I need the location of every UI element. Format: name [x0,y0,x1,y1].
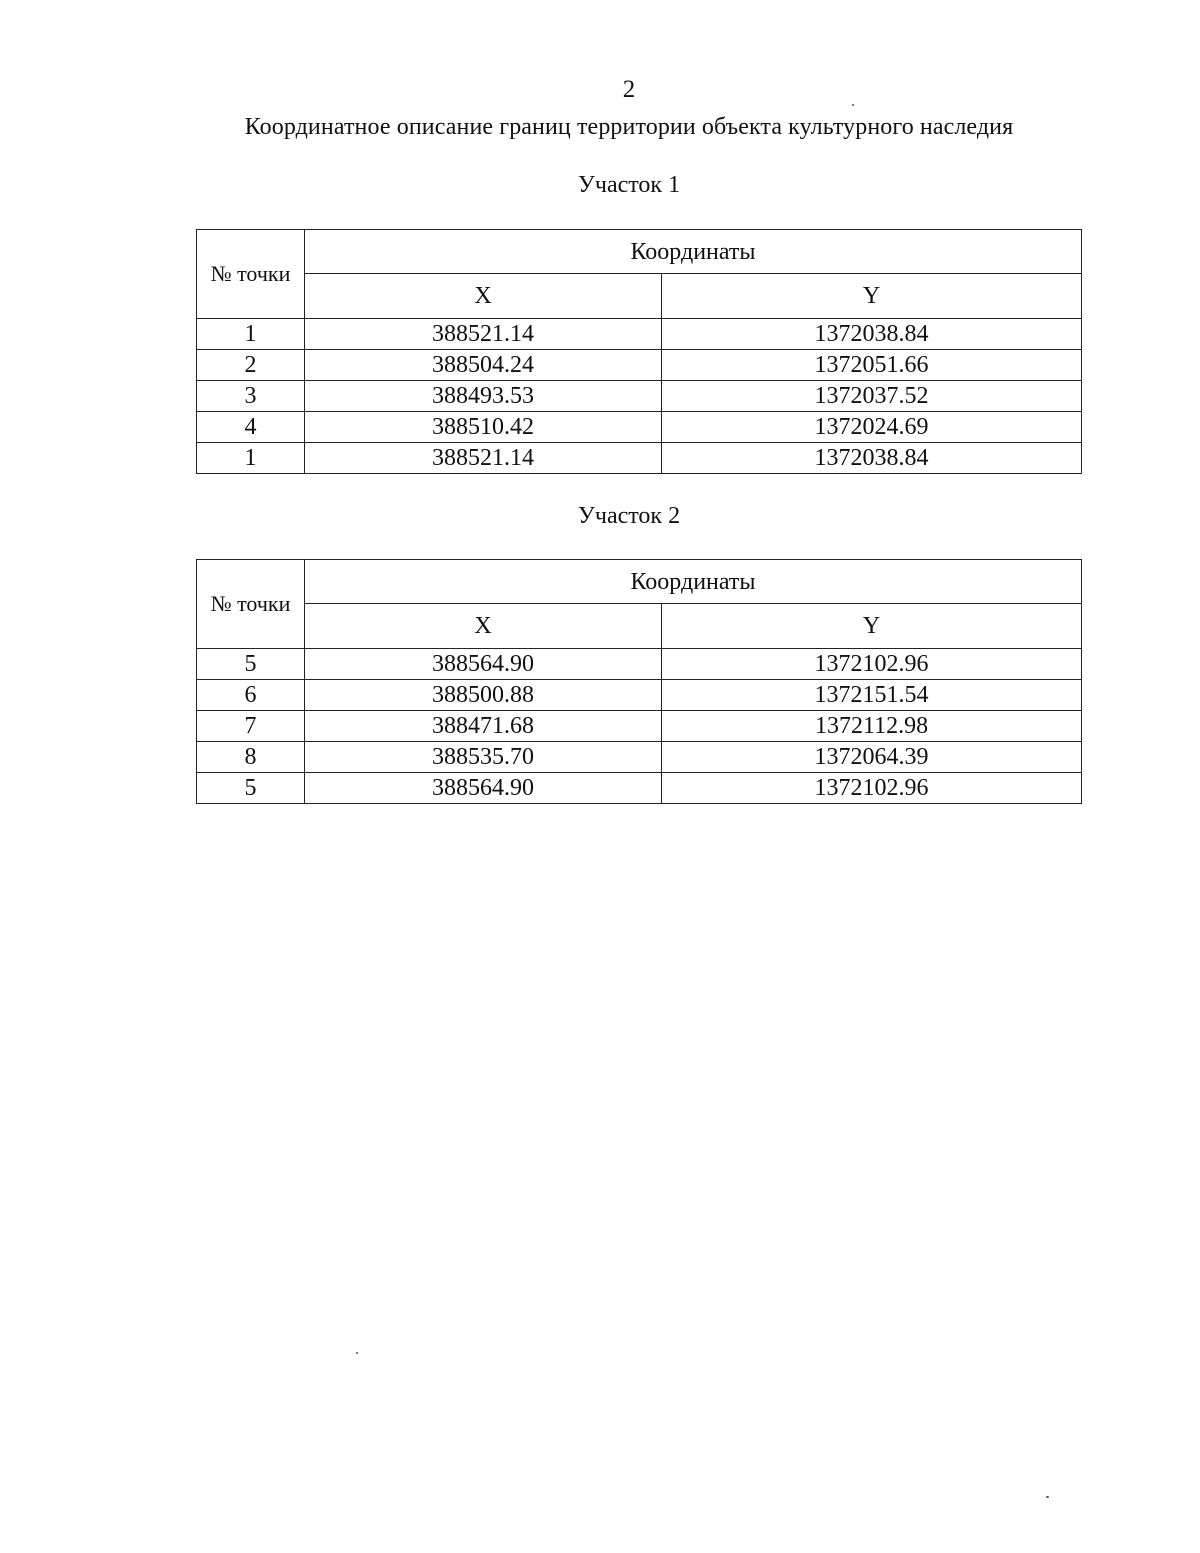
scan-speck [852,104,854,106]
column-header-point-number: № точки [197,560,305,649]
y-coordinate-cell: 1372038.84 [662,443,1082,474]
x-coordinate-cell: 388521.14 [305,319,662,350]
scan-speck [1046,1496,1049,1498]
coordinates-table [196,559,1082,804]
y-coordinate-cell: 1372064.39 [662,742,1082,773]
x-coordinate-cell: 388500.88 [305,680,662,711]
y-coordinate-cell: 1372112.98 [662,711,1082,742]
page-number: 2 [622,76,636,103]
column-header-x: X [305,604,662,649]
x-coordinate-cell: 388564.90 [305,773,662,804]
table-row [197,319,1082,350]
y-coordinate-cell: 1372051.66 [662,350,1082,381]
plot-heading: Участок 2 [577,503,681,529]
x-coordinate-cell: 388493.53 [305,381,662,412]
x-coordinate-cell: 388471.68 [305,711,662,742]
point-number-cell: 4 [197,412,305,443]
point-number-cell: 1 [197,319,305,350]
point-number-cell: 5 [197,773,305,804]
column-header-coordinates: Координаты [305,560,1082,604]
table-row [197,350,1082,381]
point-number-cell: 5 [197,649,305,680]
table-row [197,742,1082,773]
x-coordinate-cell: 388521.14 [305,443,662,474]
plot-heading: Участок 1 [577,172,681,198]
column-header-y: Y [662,604,1082,649]
column-header-y: Y [662,274,1082,319]
table-row [197,649,1082,680]
table-row [197,412,1082,443]
y-coordinate-cell: 1372102.96 [662,773,1082,804]
scan-speck [356,1352,358,1354]
table-row [197,381,1082,412]
document-title: Координатное описание границ территории объекта культурного наследия [244,114,1014,140]
table-row [197,773,1082,804]
y-coordinate-cell: 1372037.52 [662,381,1082,412]
table-row [197,680,1082,711]
point-number-cell: 8 [197,742,305,773]
point-number-cell: 1 [197,443,305,474]
table-row [197,711,1082,742]
x-coordinate-cell: 388535.70 [305,742,662,773]
y-coordinate-cell: 1372038.84 [662,319,1082,350]
point-number-cell: 2 [197,350,305,381]
x-coordinate-cell: 388564.90 [305,649,662,680]
x-coordinate-cell: 388510.42 [305,412,662,443]
coordinates-table [196,229,1082,474]
x-coordinate-cell: 388504.24 [305,350,662,381]
column-header-point-number: № точки [197,230,305,319]
table-row [197,443,1082,474]
column-header-x: X [305,274,662,319]
point-number-cell: 3 [197,381,305,412]
point-number-cell: 6 [197,680,305,711]
point-number-cell: 7 [197,711,305,742]
y-coordinate-cell: 1372024.69 [662,412,1082,443]
y-coordinate-cell: 1372151.54 [662,680,1082,711]
y-coordinate-cell: 1372102.96 [662,649,1082,680]
column-header-coordinates: Координаты [305,230,1082,274]
